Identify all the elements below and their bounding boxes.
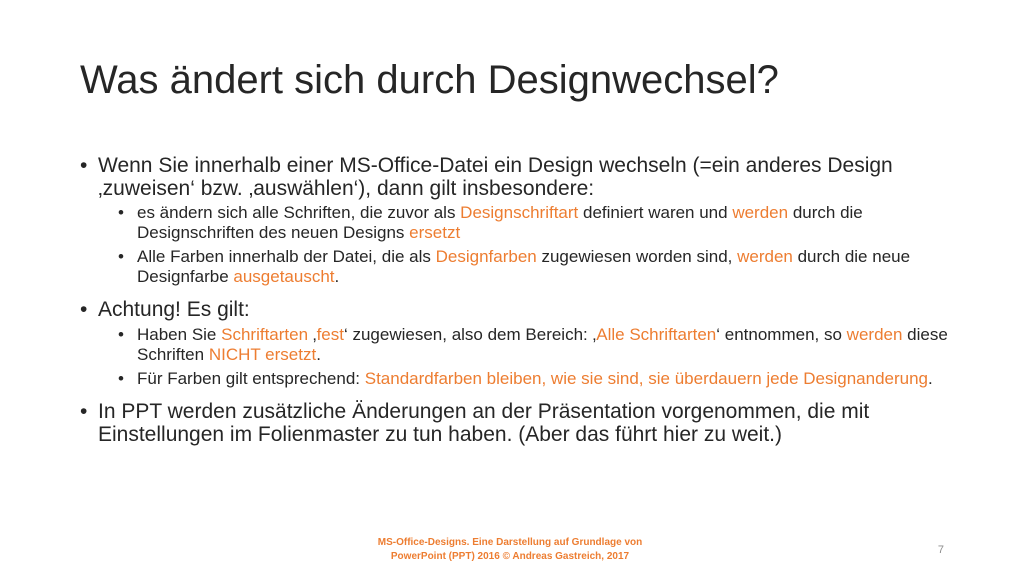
text-fragment: . bbox=[928, 369, 933, 388]
highlight-nicht-ersetzt: NICHT ersetzt bbox=[208, 345, 317, 364]
text-fragment: durch die neue Designfarbe bbox=[137, 247, 911, 286]
text-fragment: es ändern sich alle Schriften, die zuvor als bbox=[137, 203, 461, 222]
text-fragment: ‘ zugewiesen, also dem Bereich: ‚ bbox=[343, 325, 597, 344]
highlight-alle-schriftarten: Alle Schriftarten bbox=[596, 325, 717, 344]
highlight-schriftarten: Schriftarten bbox=[221, 325, 309, 344]
sub-bullet-fonts bbox=[118, 203, 960, 243]
slide-title: Was ändert sich durch Designwechsel? bbox=[80, 58, 779, 102]
text-fragment: durch die Designschriften des neuen Designs bbox=[137, 203, 863, 242]
highlight-werden: werden bbox=[737, 247, 793, 266]
highlight-designfarben: Designfarben bbox=[435, 247, 537, 266]
highlight-ersetzt: ersetzt bbox=[409, 223, 461, 242]
highlight-fest: fest bbox=[316, 325, 344, 344]
sub-bullet-colors bbox=[118, 247, 960, 287]
text-fragment: . bbox=[334, 267, 340, 286]
footer bbox=[330, 536, 690, 564]
text-fragment: ‘ entnommen, so bbox=[716, 325, 847, 344]
highlight-ausgetauscht: ausgetauscht bbox=[233, 267, 335, 286]
text-fragment: Für Farben gilt entsprechend: bbox=[137, 369, 365, 388]
text-fragment: definiert waren und bbox=[578, 203, 733, 222]
sub-bullet-fixed-fonts bbox=[118, 325, 960, 365]
bullet-ppt-master: • In PPT werden zusätzliche Änderungen an der Präsentation vorgenommen, die mit Einstellungen im Folienmaster zu tun haben. (Aber das führt hier zu weit.) bbox=[80, 400, 960, 446]
bullet-attention: • Achtung! Es gilt: bbox=[80, 298, 960, 321]
highlight-werden: werden bbox=[732, 203, 789, 222]
highlight-werden: werden bbox=[846, 325, 903, 344]
text-fragment: Alle Farben innerhalb der Datei, die als bbox=[137, 247, 436, 266]
text-fragment: diese Schriften bbox=[137, 325, 948, 364]
bullet-design-change: • Wenn Sie innerhalb einer MS-Office-Datei ein Design wechseln (=ein anderes Design ‚zuweisen‘ bzw. ‚auswählen‘), dann gilt insbesondere: bbox=[80, 154, 960, 200]
text-fragment: Haben Sie bbox=[137, 325, 222, 344]
page-number: 7 bbox=[937, 544, 944, 556]
text-fragment: zugewiesen worden sind, bbox=[536, 247, 738, 266]
slide-body bbox=[80, 154, 960, 446]
footer-line-1: MS-Office-Designs. Eine Darstellung auf Grundlage von bbox=[377, 537, 643, 548]
highlight-standardfarben: Standardfarben bleiben, wie sie sind, sie überdauern jede Designanderung bbox=[364, 369, 929, 388]
sub-bullet-standard-colors bbox=[118, 369, 960, 389]
text-fragment: . bbox=[316, 345, 321, 364]
footer-line-2: PowerPoint (PPT) 2016 © Andreas Gastreich, 2017 bbox=[390, 551, 630, 562]
text-fragment: ‚ bbox=[308, 325, 317, 344]
highlight-designschriftart: Designschriftart bbox=[460, 203, 579, 222]
